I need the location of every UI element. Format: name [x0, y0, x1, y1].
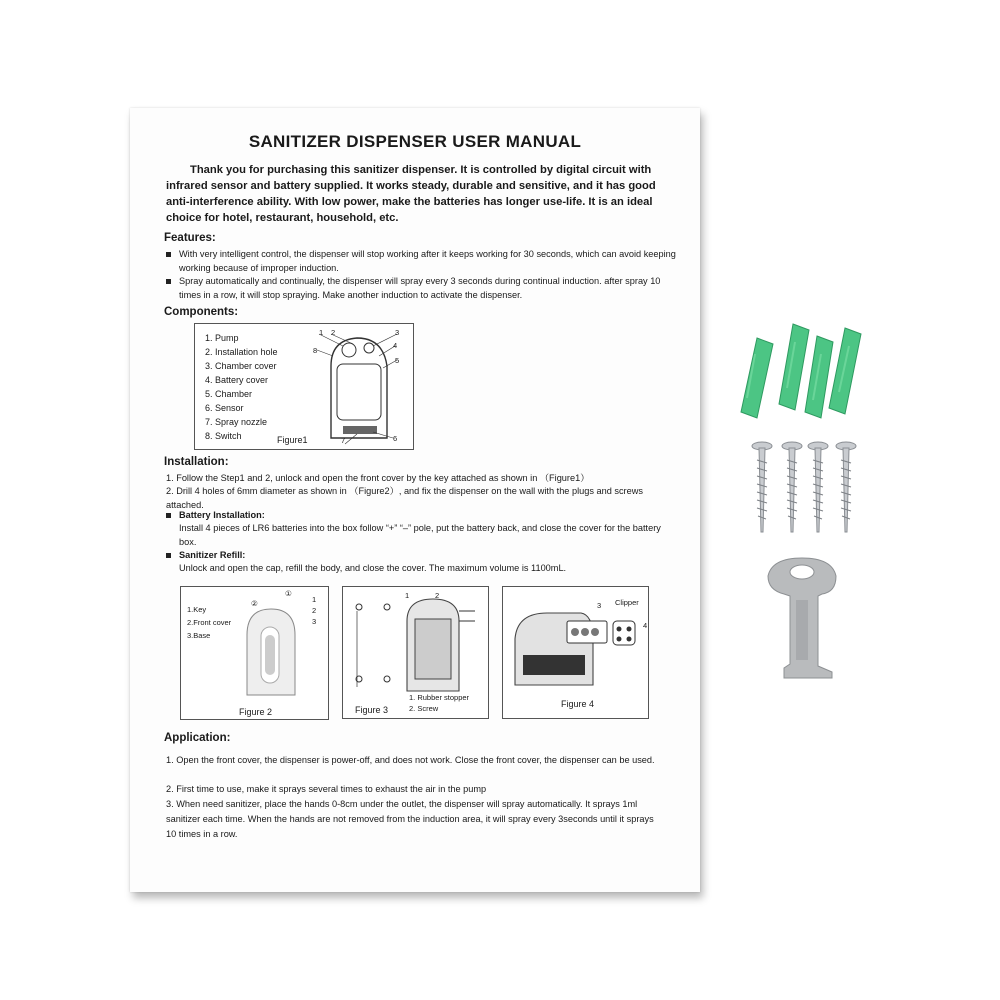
callout: 4 — [393, 341, 398, 350]
callout: 5 — [395, 356, 400, 365]
figure3-legend — [409, 692, 469, 714]
component-item: 8. Switch — [205, 431, 242, 441]
installation-heading: Installation: — [164, 456, 229, 468]
figure3-box — [342, 586, 489, 719]
manual-title: SANITIZER DISPENSER USER MANUAL — [248, 132, 582, 151]
figure2-caption: Figure 2 — [239, 707, 273, 717]
battery-heading: Battery Installation: — [166, 510, 265, 520]
component-item: 3. Chamber cover — [205, 361, 277, 371]
figure4-box — [502, 586, 649, 719]
component-item: 1. Pump — [205, 333, 239, 343]
figure4-caption: Figure 4 — [561, 699, 595, 709]
battery-text: Install 4 pieces of LR6 batteries into the box follow “+” “–” pole, put the battery back, and close the cover for the battery box. — [179, 523, 661, 547]
legend-item: 3.Base — [187, 631, 211, 640]
callout: 1 — [312, 595, 317, 604]
callout: 4 — [643, 621, 648, 630]
legend-item: 1.Key — [187, 605, 207, 614]
callout: 2 — [331, 328, 336, 337]
features-heading: Features: — [164, 232, 216, 244]
dispenser-front-icon — [241, 605, 301, 697]
key-icon — [762, 556, 842, 682]
callout: 2 — [435, 591, 440, 600]
callout: 1 — [405, 591, 410, 600]
callout: 1 — [319, 328, 324, 337]
callout: ② — [251, 599, 258, 608]
installation-step: 2. Drill 4 holes of 6mm diameter as shown in （Figure2）, and fix the dispenser on the wall with the plugs and screws attached. — [166, 486, 643, 510]
figure2-legend — [187, 603, 231, 642]
clipper-label: Clipper — [615, 598, 639, 607]
battery-box-diagram-icon — [507, 599, 643, 689]
legend-item: 1. Rubber stopper — [409, 693, 470, 702]
figure1-caption: Figure1 — [277, 435, 308, 445]
callout: 3 — [597, 601, 602, 610]
component-item: 4. Battery cover — [205, 375, 269, 385]
callout: ① — [285, 589, 292, 598]
application-item: 2. First time to use, make it sprays several times to exhaust the air in the pump — [166, 784, 487, 794]
application-item: 1. Open the front cover, the dispenser is power-off, and does not work. Close the front cover, the dispenser can be used. — [166, 755, 655, 765]
wall-plugs-icon — [735, 318, 870, 428]
components-heading: Components: — [164, 306, 239, 318]
application-heading: Application: — [164, 732, 231, 744]
component-item: 2. Installation hole — [205, 347, 278, 357]
callout: 3 — [312, 617, 317, 626]
installation-step: 1. Follow the Step1 and 2, unlock and open the front cover by the key attached as shown in （Figure1） — [166, 473, 590, 483]
callout: 6 — [393, 434, 398, 443]
callout: 7 — [341, 436, 346, 445]
figure3-caption: Figure 3 — [355, 705, 389, 715]
manual-sheet — [130, 108, 700, 892]
callout: 2 — [312, 606, 317, 615]
application-item: 3. When need sanitizer, place the hands 0-8cm under the outlet, the dispenser will spray automatically. It sprays 1ml sanitizer each time. When the hands are not removed from the induction area, it will spray every 3seconds until it sprays 10 times in a row. — [166, 799, 654, 839]
refill-heading: Sanitizer Refill: — [166, 550, 245, 560]
feature-item: Spray automatically and continually, the dispenser will spray every 3 seconds during continual induction. after spray 10 times in a row, it will stop spraying. Make another induction to activate the dispenser. — [166, 275, 679, 302]
wall-mount-diagram-icon — [347, 591, 483, 701]
refill-text: Unlock and open the cap, refill the body, and close the cover. The maximum volume is 1100mL. — [179, 563, 567, 573]
components-figure — [194, 323, 414, 450]
feature-item: With very intelligent control, the dispenser will stop working after it keeps working for 30 seconds, which can avoid keeping working because of improper induction. — [166, 248, 679, 275]
component-item: 6. Sensor — [205, 403, 244, 413]
callout: 8 — [313, 346, 318, 355]
component-item: 7. Spray nozzle — [205, 417, 268, 427]
components-list — [205, 331, 278, 443]
figure2-box — [180, 586, 329, 720]
callout: 3 — [395, 328, 400, 337]
component-item: 5. Chamber — [205, 389, 253, 399]
legend-item: 2. Screw — [409, 704, 439, 713]
legend-item: 2.Front cover — [187, 618, 232, 627]
screws-icon — [738, 436, 868, 540]
intro-paragraph: Thank you for purchasing this sanitizer dispenser. It is controlled by digital circuit with infrared sensor and battery supplied. It works steady, durable and sensitive, and it has good anti-interference ability. With low power, make the batteries has longer use-life. It is an ideal choice for hotel, restaurant, household, etc. — [166, 164, 656, 224]
